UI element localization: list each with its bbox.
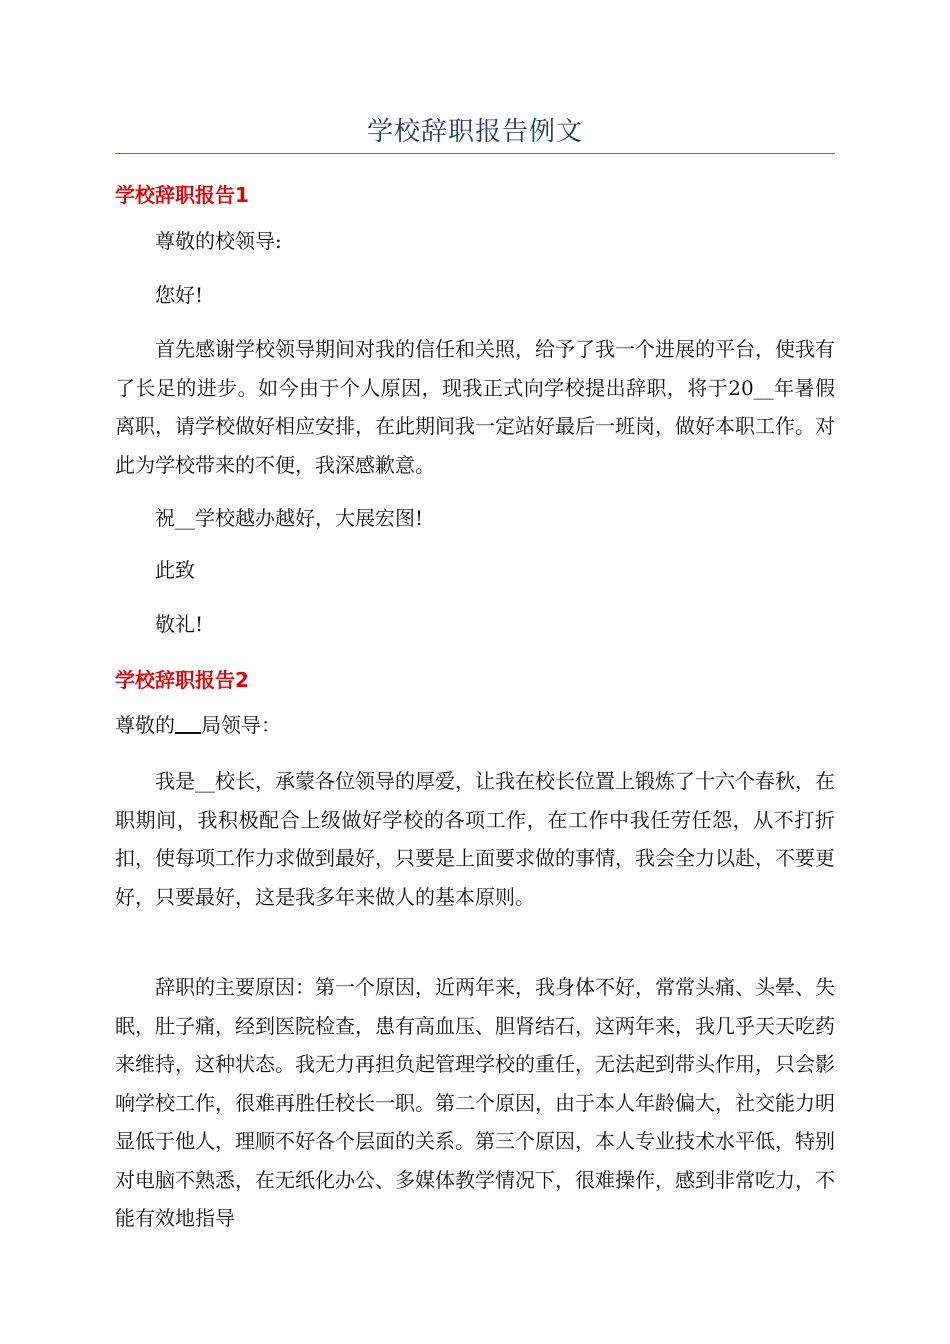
body-paragraph-1: 首先感谢学校领导期间对我的信任和关照，给予了我一个进展的平台，使我有了长足的进步。如今由于个人原因，现我正式向学校提出辞职，将于20__年暑假离职，请学校做好相应安排，在此期间我一定站好最后一班岗，做好本职工作。对此为学校带来的不便，我深感歉意。 (115, 337, 835, 477)
wish-line: 祝__学校越办越好，大展宏图! (155, 506, 424, 530)
salutation-1: 尊敬的校领导: (155, 229, 282, 253)
salutation-blank (175, 714, 201, 734)
closing-line-1: 此致 (155, 558, 195, 582)
salutation-2 (115, 706, 835, 745)
closing-line-2: 敬礼! (155, 612, 204, 636)
greeting-1: 您好! (155, 283, 204, 307)
section-heading-1: 学校辞职报告1 (115, 183, 249, 207)
salutation-2-suffix: 局领导： (201, 713, 281, 737)
body-paragraph-2: 我是__校长，承蒙各位领导的厚爱，让我在校长位置上锻炼了十六个春秋，在职期间，我积极配合上级做好学校的各项工作，在工作中我任劳任怨，从不打折扣，使每项工作力求做到最好，只要是上面要求做的事情，我会全力以赴，不要更好，只要最好，这是我多年来做人的基本原则。 (115, 769, 835, 909)
body-paragraph-3: 辞职的主要原因：第一个原因，近两年来，我身体不好，常常头痛、头晕、失眠，肚子痛，经到医院检查，患有高血压、胆肾结石，这两年来，我几乎天天吃药来维持，这种状态。我无力再担负起管理学校的重任，无法起到带头作用，只会影响学校工作，很难再胜任校长一职。第二个原因，由于本人年龄偏大，社交能力明显低于他人，理顺不好各个层面的关系。第三个原因，本人专业技术水平低，特别对电脑不熟悉，在无纸化办公、多媒体教学情况下，很难操作，感到非常吃力，不能有效地指导 (115, 975, 835, 1230)
salutation-2-prefix: 尊敬的 (115, 713, 175, 737)
section-heading-2: 学校辞职报告2 (115, 668, 249, 692)
title-underline (115, 153, 835, 154)
document-title: 学校辞职报告例文 (366, 117, 583, 147)
